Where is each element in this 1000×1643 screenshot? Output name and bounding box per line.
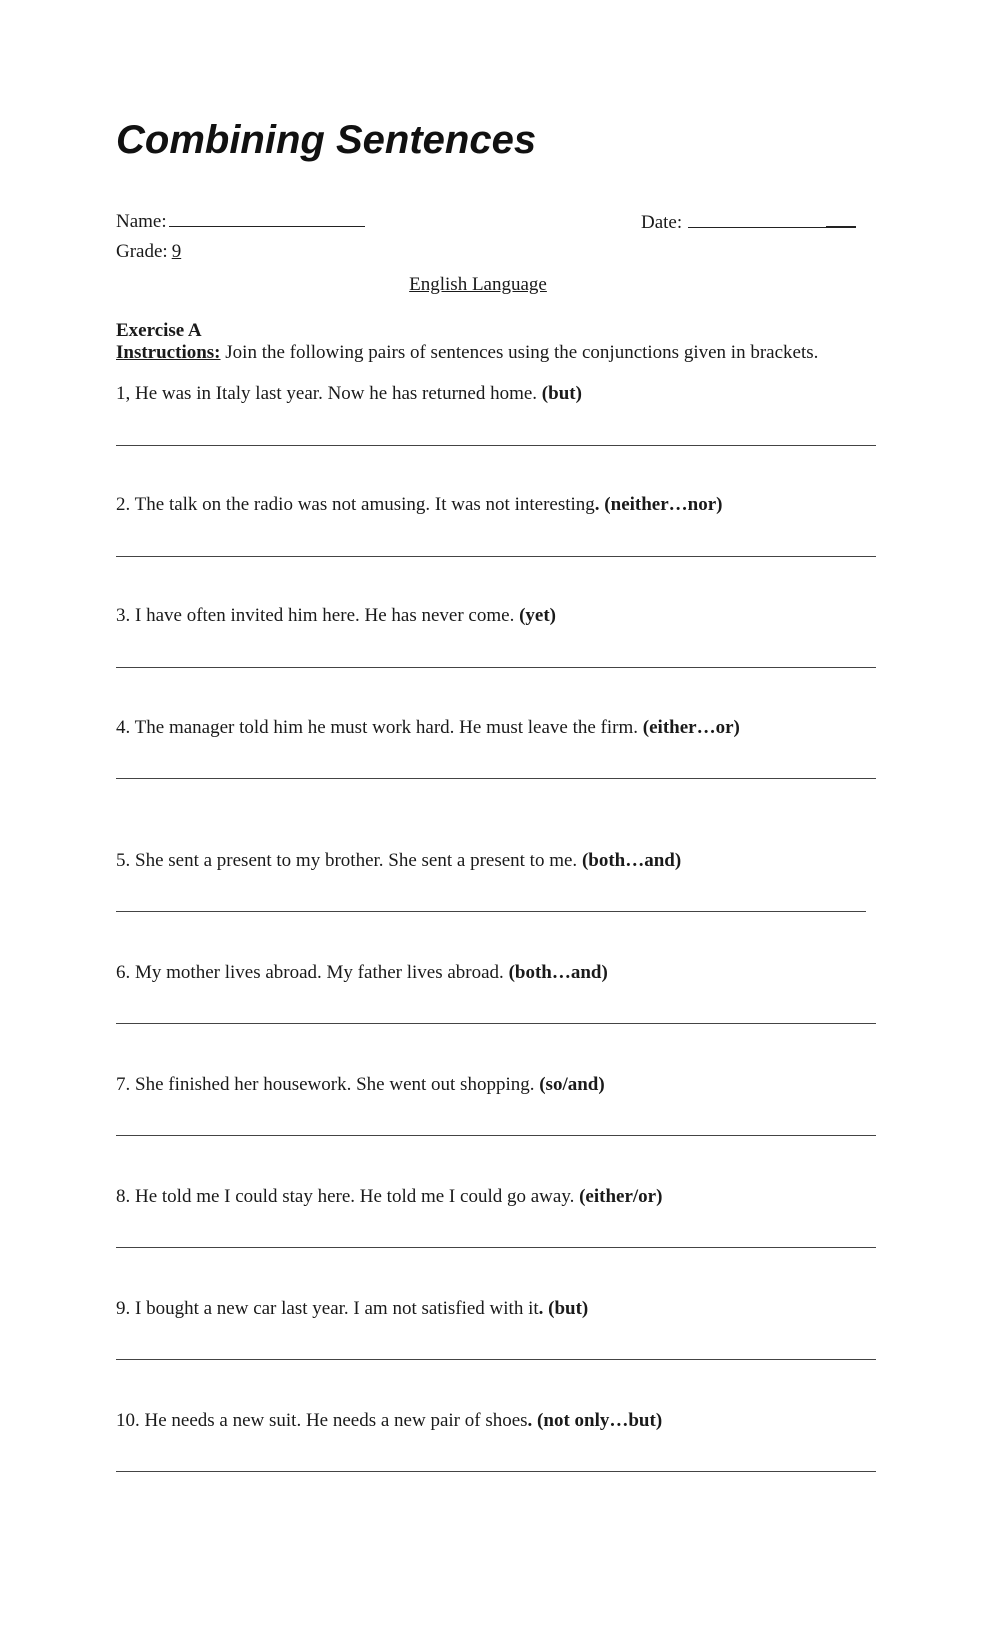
question-8	[116, 1186, 662, 1208]
page-title: Combining Sentences	[116, 118, 537, 162]
date-field	[641, 208, 856, 234]
question-conjunction: (either/or)	[579, 1186, 663, 1207]
question-6	[116, 962, 608, 984]
question-conjunction: (both…and)	[508, 962, 608, 983]
date-label: Date:	[641, 212, 683, 233]
question-conjunction: (either…or)	[642, 717, 740, 738]
answer-line-9[interactable]	[116, 1359, 876, 1360]
question-conjunction: . (not only…but)	[527, 1410, 663, 1431]
question-3	[116, 605, 556, 627]
question-text: 7. She finished her housework. She went out shopping.	[116, 1074, 540, 1095]
date-blank-tail	[826, 208, 856, 228]
exercise-heading: Exercise A	[116, 320, 202, 341]
name-blank[interactable]	[169, 208, 365, 227]
answer-line-7[interactable]	[116, 1135, 876, 1136]
question-conjunction: (both…and)	[581, 850, 682, 871]
grade-field	[116, 241, 181, 263]
date-blank[interactable]	[688, 209, 826, 228]
question-10	[116, 1410, 662, 1432]
instructions	[116, 342, 818, 364]
question-text: 6. My mother lives abroad. My father lives abroad.	[116, 962, 509, 983]
answer-line-2[interactable]	[116, 556, 876, 557]
grade-label: Grade:	[116, 241, 168, 262]
question-conjunction: (but)	[541, 383, 582, 404]
answer-line-10[interactable]	[116, 1471, 876, 1472]
answer-line-6[interactable]	[116, 1023, 876, 1024]
question-text: 2. The talk on the radio was not amusing. It was not interesting	[116, 494, 595, 515]
question-7	[116, 1074, 605, 1096]
instructions-text: Join the following pairs of sentences using the conjunctions given in brackets.	[220, 342, 819, 363]
subject-heading: English Language	[409, 274, 547, 295]
question-text: 5. She sent a present to my brother. She sent a present to me.	[116, 850, 582, 871]
question-1	[116, 383, 582, 405]
grade-value: 9	[171, 241, 182, 262]
answer-line-4[interactable]	[116, 778, 876, 779]
question-conjunction: . (neither…nor)	[594, 494, 723, 515]
question-text: 1, He was in Italy last year. Now he has returned home.	[116, 383, 542, 404]
question-4	[116, 717, 740, 739]
name-label: Name:	[116, 211, 167, 232]
instructions-label: Instructions:	[116, 342, 221, 363]
answer-line-5[interactable]	[116, 911, 866, 912]
question-2	[116, 494, 723, 516]
name-field	[116, 208, 365, 233]
question-5	[116, 850, 681, 872]
question-text: 9. I bought a new car last year. I am not satisfied with it	[116, 1298, 539, 1319]
question-conjunction: (yet)	[519, 605, 556, 626]
question-text: 8. He told me I could stay here. He told me I could go away.	[116, 1186, 580, 1207]
answer-line-1[interactable]	[116, 445, 876, 446]
question-conjunction: (so/and)	[539, 1074, 605, 1095]
answer-line-3[interactable]	[116, 667, 876, 668]
question-text: 3. I have often invited him here. He has never come.	[116, 605, 520, 626]
question-conjunction: . (but)	[538, 1298, 589, 1319]
answer-line-8[interactable]	[116, 1247, 876, 1248]
question-text: 4. The manager told him he must work hard. He must leave the firm.	[116, 717, 643, 738]
question-9	[116, 1298, 588, 1320]
question-text: 10. He needs a new suit. He needs a new pair of shoes	[116, 1410, 528, 1431]
